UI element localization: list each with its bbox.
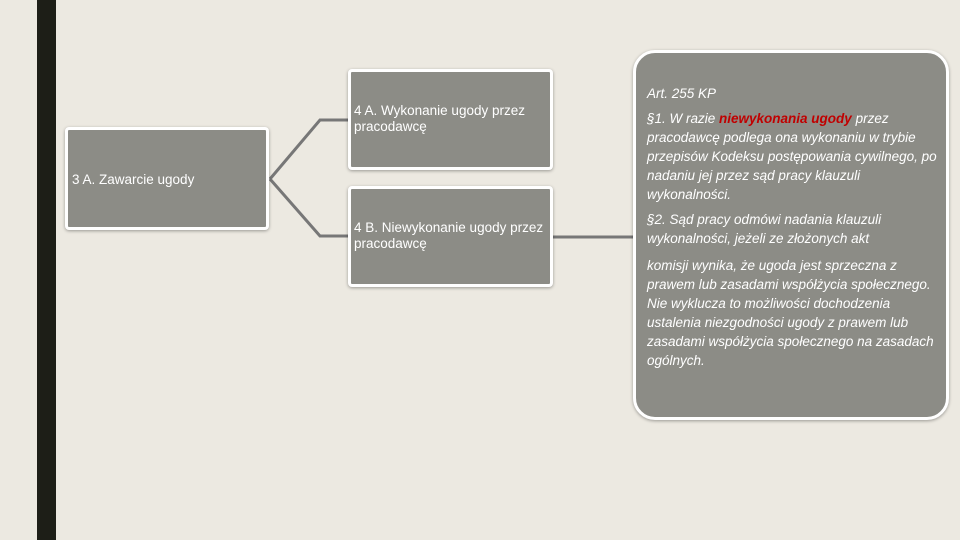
paragraph-1-start: §1. W razie: [647, 111, 720, 126]
connector-3a-to-4a: [270, 120, 348, 179]
article-title: Art. 255 KP: [647, 86, 717, 101]
paragraph-1-highlight: niewykonania ugody: [719, 111, 852, 126]
article-paragraph-3: komisji wynika, że ugoda jest sprzeczna z prawem lub zasadami współżycia społecznego. Nie wyklucza to możliwości dochodzenia ustalenia niezgodności ugody z prawem lub zasadami współżycia społecznego na zasadach ogólnych.: [647, 258, 934, 368]
node-3a-label: 3 A. Zawarcie ugody: [72, 172, 195, 187]
paragraph-1-end: przez pracodawcę podlega ona wykonaniu w trybie przepisów Kodeksu postępowania cywilnego, po nadaniu jej przez sąd pracy klauzuli wykonalności.: [647, 111, 937, 202]
node-4a-settlement-executed: [348, 69, 553, 170]
node-4b-label: 4 B. Niewykonanie ugody przez pracodawcę: [354, 220, 544, 251]
node-4a-label: 4 A. Wykonanie ugody przez pracodawcę: [354, 103, 525, 134]
node-3a-settlement-concluded: [65, 127, 269, 230]
article-paragraph-2: §2. Sąd pracy odmówi nadania klauzuli wykonalności, jeżeli ze złożonych akt: [647, 212, 882, 246]
article-paragraph-1: [647, 109, 938, 204]
connector-3a-to-4b: [270, 179, 348, 236]
article-255-panel: [633, 50, 949, 420]
node-4b-settlement-not-executed: [348, 186, 553, 287]
